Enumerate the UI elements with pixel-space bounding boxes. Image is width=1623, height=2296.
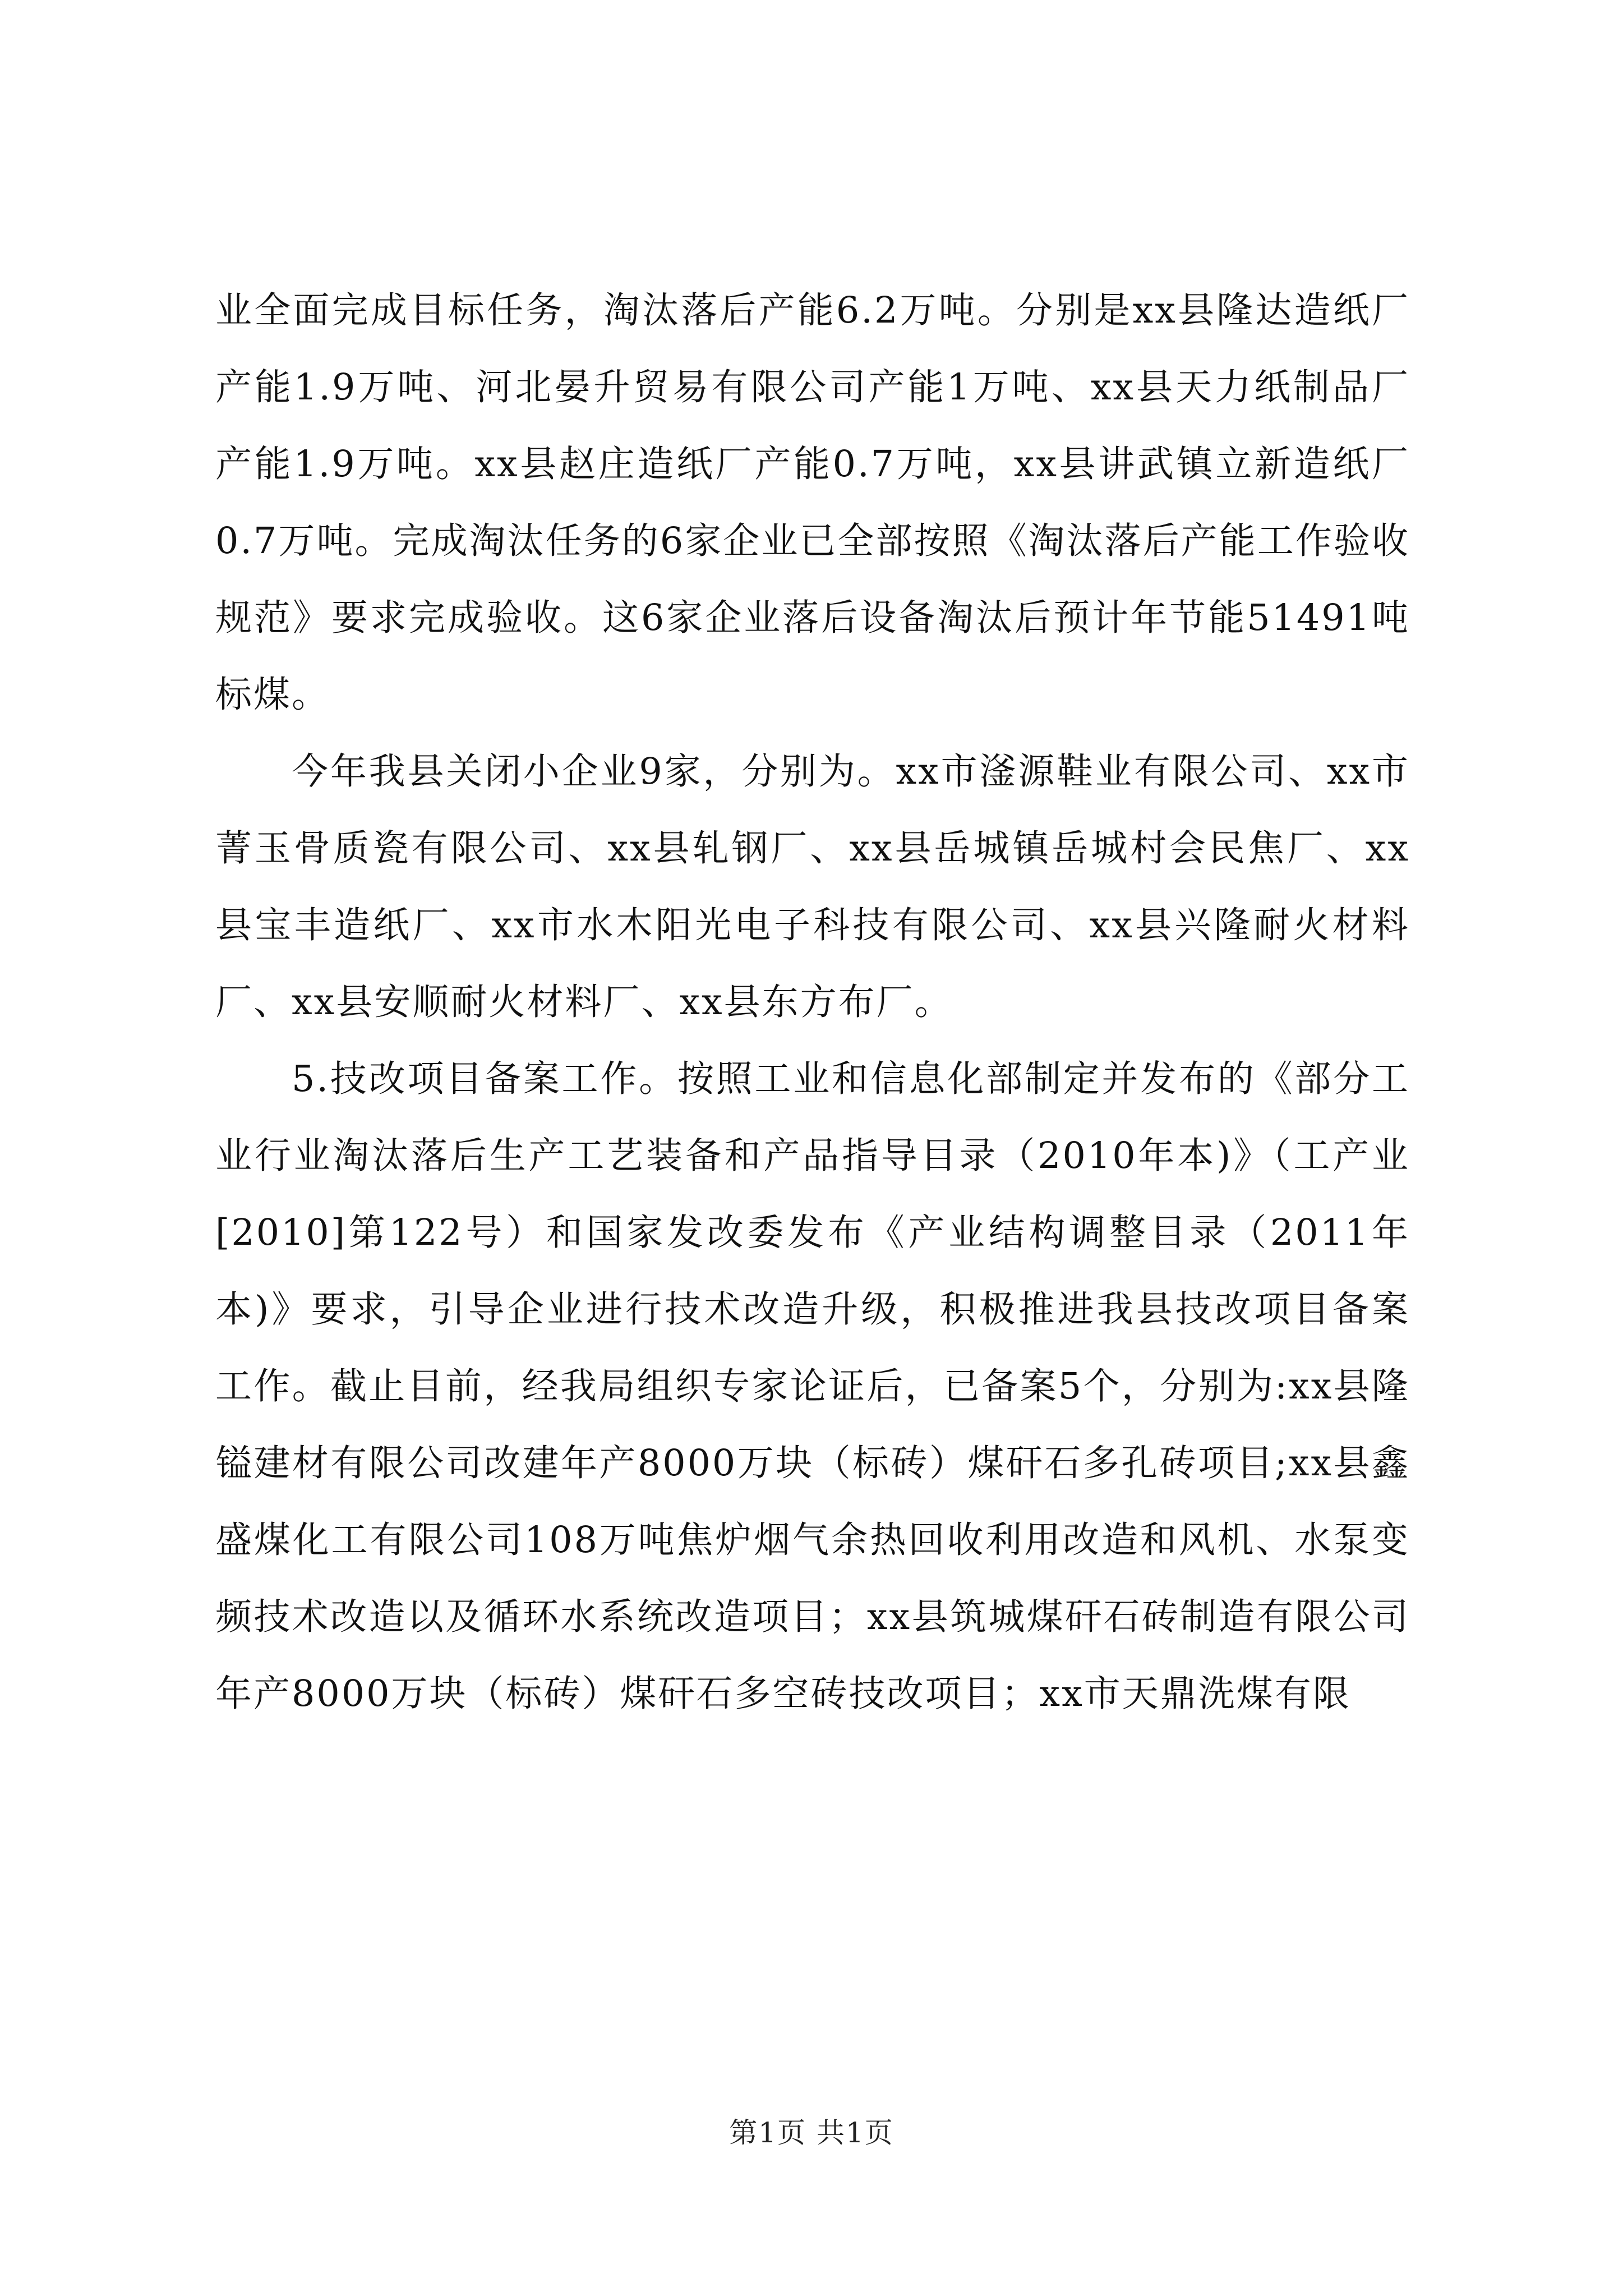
paragraph-closed-enterprises: 今年我县关闭小企业9家，分别为。xx市滏源鞋业有限公司、xx市菁玉骨质瓷有限公司、xx县轧钢厂、xx县岳城镇岳城村会民焦厂、xx县宝丰造纸厂、xx市水木阳光电子科技有限公司、xx县兴隆耐火材料厂、xx县安顺耐火材料厂、xx县东方布厂。 (215, 751, 1410, 1023)
page-footer: 第1页 共1页 (729, 2116, 894, 2149)
paragraph-tech-upgrade-filing: 5.技改项目备案工作。按照工业和信息化部制定并发布的《部分工业行业淘汰落后生产工艺装备和产品指导目录（2010年本)》（工产业[2010]第122号）和国家发改委发布《产业结构调整目录（2011年本)》要求，引导企业进行技术改造升级，积极推进我县技改项目备案工作。截止目前，经我局组织专家论证后，已备案5个，分别为:xx县隆镒建材有限公司改建年产8000万块（标砖）煤矸石多孔砖项目;xx县鑫盛煤化工有限公司108万吨焦炉烟气余热回收利用改造和风机、水泵变频技术改造以及循环水系统改造项目；xx县筑城煤矸石砖制造有限公司年产8000万块（标砖）煤矸石多空砖技改项目；xx市天鼎洗煤有限 (215, 1058, 1410, 1715)
document-body (215, 272, 1410, 1732)
paragraph-continuation: 业全面完成目标任务，淘汰落后产能6.2万吨。分别是xx县隆达造纸厂产能1.9万吨、河北晏升贸易有限公司产能1万吨、xx县天力纸制品厂产能1.9万吨。xx县赵庄造纸厂产能0.7万吨，xx县讲武镇立新造纸厂0.7万吨。完成淘汰任务的6家企业已全部按照《淘汰落后产能工作验收规范》要求完成验收。这6家企业落后设备淘汰后预计年节能51491吨标煤。 (215, 289, 1410, 716)
